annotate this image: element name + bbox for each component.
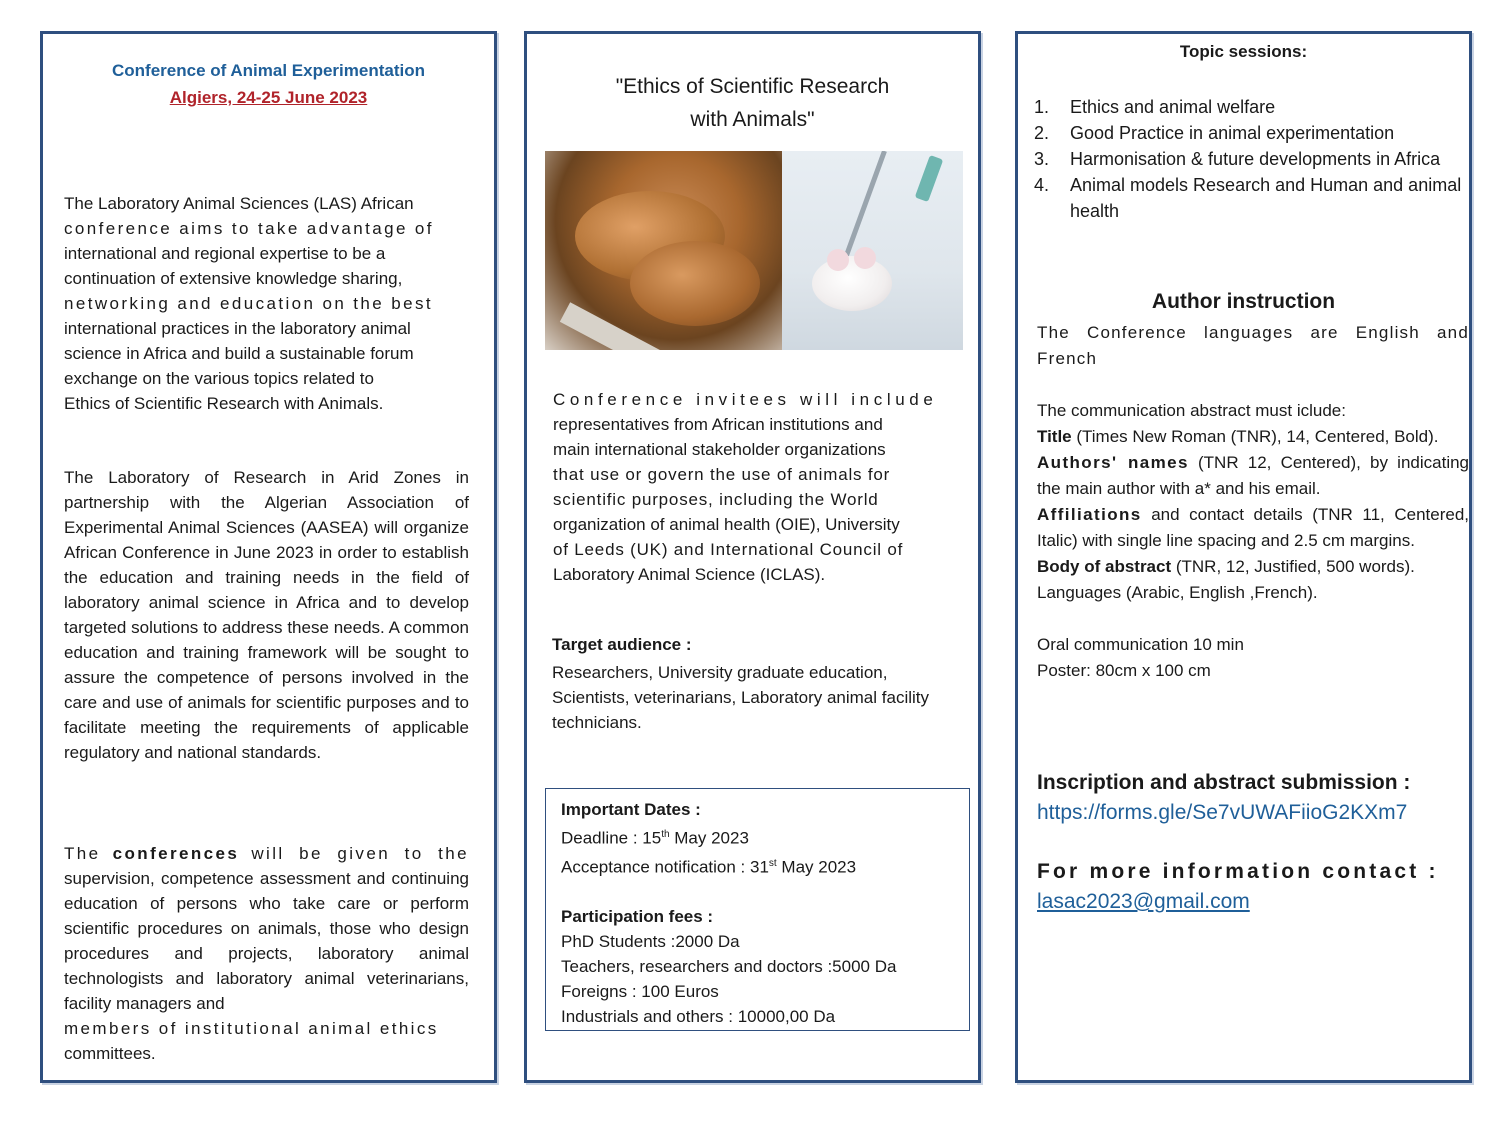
scope-paragraph: The conferences will be given to the supervision, competence assessment and continuing education of persons who take care or perform scientific procedures on animals, those who design procedures and projects, laboratory animal technologists and laboratory animal veterinarians, facility managers and members of institutional animal ethics committees. bbox=[64, 844, 469, 1063]
right-panel bbox=[1015, 31, 1472, 1083]
conference-date-location: Algiers, 24-25 June 2023 bbox=[169, 88, 368, 107]
invitees-paragraph: Conference invitees will include representatives from African institutions and main international stakeholder organizations that use or govern the use of animals for scientific purposes, including the World organization of animal health (OIE), University of Leeds (UK) and International Council of Laboratory Animal Science (ICLAS). bbox=[553, 390, 938, 584]
mouse-syringe-photo bbox=[782, 151, 963, 350]
topics-list bbox=[1034, 94, 1464, 224]
topics-heading: Topic sessions: bbox=[1179, 42, 1308, 61]
topic-item: 4. Animal models Research and Human and animal health bbox=[1034, 175, 1462, 221]
fee-line: Foreigns : 100 Euros bbox=[561, 982, 719, 1002]
middle-panel bbox=[524, 31, 981, 1083]
important-dates-heading: Important Dates : bbox=[561, 800, 701, 819]
fee-line: PhD Students :2000 Da bbox=[561, 932, 740, 952]
fee-line: Industrials and others : 10000,00 Da bbox=[561, 1007, 836, 1027]
syringe-shape bbox=[915, 155, 944, 202]
left-panel bbox=[40, 31, 497, 1083]
inscription-heading: Inscription and abstract submission : bbox=[1037, 771, 1411, 794]
theme-title: "Ethics of Scientific Research with Animals" bbox=[615, 75, 890, 131]
fee-line: Teachers, researchers and doctors :5000 Da bbox=[561, 957, 897, 977]
mouse-ear bbox=[854, 247, 876, 269]
gerbils-photo bbox=[545, 151, 782, 350]
contact-heading: For more information contact : bbox=[1037, 860, 1439, 883]
mouse-shape bbox=[812, 256, 892, 311]
target-audience-text: Researchers, University graduate education, Scientists, veterinarians, Laboratory animal facility technicians. bbox=[552, 663, 929, 732]
deadline-line: Deadline : 15th May 2023 bbox=[561, 828, 749, 848]
author-instruction-heading: Author instruction bbox=[1151, 290, 1336, 313]
submission-link[interactable]: https://forms.gle/Se7vUWAFiioG2KXm7 bbox=[1037, 801, 1408, 824]
topic-item: 2. Good Practice in animal experimentation bbox=[1034, 123, 1395, 143]
target-audience-heading: Target audience : bbox=[552, 635, 692, 654]
conference-title: Conference of Animal Experimentation bbox=[112, 61, 425, 80]
intro-paragraph: The Laboratory Animal Sciences (LAS) African conference aims to take advantage of international and regional expertise to be a continuation of extensive knowledge sharing, networking and education on the best international practices in the laboratory animal science in Africa and build a sustainable forum exchange on the various topics related to Ethics of Scientific Research with Animals. bbox=[64, 194, 434, 413]
topic-item: 1. Ethics and animal welfare bbox=[1034, 97, 1276, 117]
author-instruction-body: The Conference languages are English and French The communication abstract must iclude: Title (Times New Roman (TNR), 14, Centered, Bold). Authors' names (TNR 12, Centered), by indicating the main author with a* and his email. Affiliations and contact details (TNR 11, Centered, Italic) with single line spacing and 2.5 cm margins. Body of abstract (TNR, 12, Justified, 500 words). Languages (Arabic, English ,French). Oral communication 10 min Poster: 80cm x 100 cm bbox=[1037, 323, 1470, 680]
gerbil-shape bbox=[630, 241, 760, 326]
fees-heading: Participation fees : bbox=[561, 907, 714, 927]
acceptance-line: Acceptance notification : 31st May 2023 bbox=[561, 857, 857, 877]
laboratory-animals-photo bbox=[545, 151, 963, 350]
topic-item: 3. Harmonisation & future developments in Africa bbox=[1034, 149, 1441, 169]
organizer-paragraph: The Laboratory of Research in Arid Zones in partnership with the Algerian Association of Experimental Animal Sciences (AASEA) will organize African Conference in June 2023 in order to establish the education and training needs in the field of laboratory animal science in Africa and to develop targeted solutions to address these needs. A common education and training framework will be sought to assure the competence of persons involved in the care and use of animals for scientific purposes and to facilitate meeting the requirements of applicable regulatory and national standards. bbox=[64, 468, 469, 762]
contact-email-link[interactable]: lasac2023@gmail.com bbox=[1037, 890, 1250, 913]
important-dates-box bbox=[545, 788, 970, 1031]
mouse-ear bbox=[827, 249, 849, 271]
